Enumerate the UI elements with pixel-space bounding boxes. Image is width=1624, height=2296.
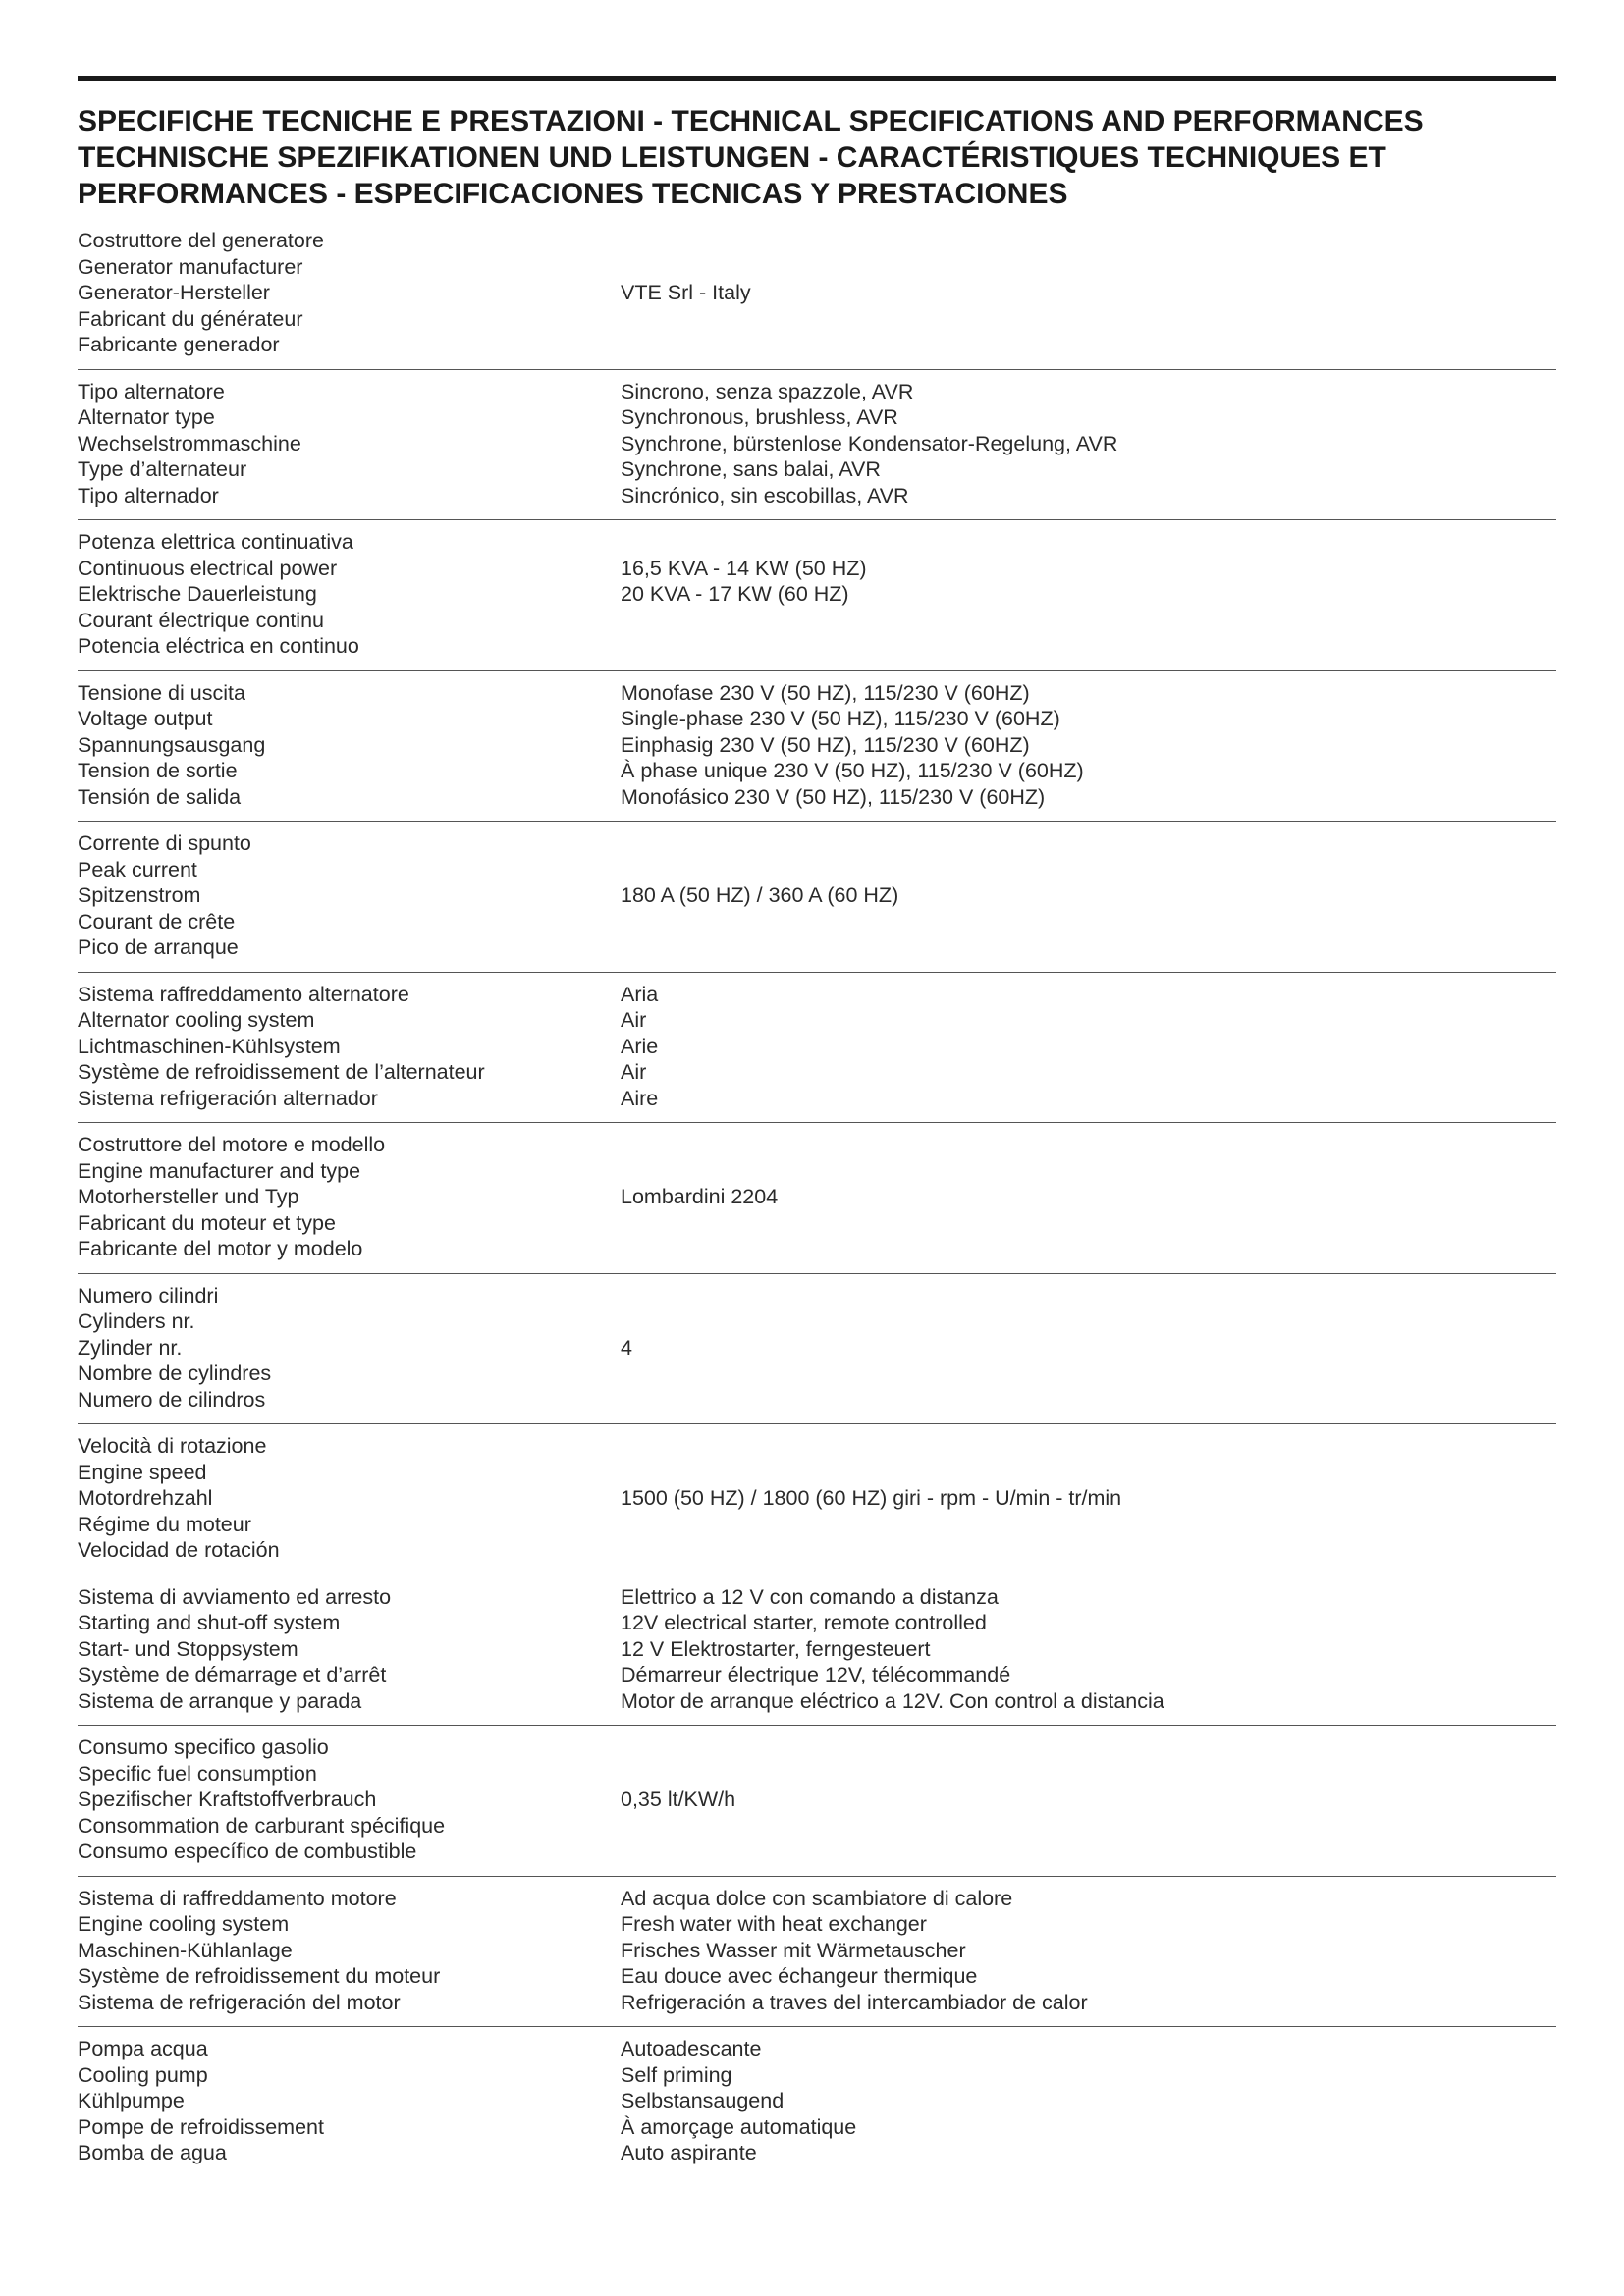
title-line-2: TECHNISCHE SPEZIFIKATIONEN UND LEISTUNGEN - CARACTÉRISTIQUES TECHNIQUES ET [78, 141, 1386, 174]
spec-section-continuous-power [78, 520, 1556, 671]
spec-label: Système de refroidissement de l’alternateur [78, 1060, 485, 1084]
spec-label: Sistema raffreddamento alternatore [78, 982, 409, 1006]
spec-label: Numero cilindri [78, 1283, 219, 1308]
spec-values [621, 529, 1556, 660]
spec-value: Single-phase 230 V (50 HZ), 115/230 V (60HZ) [621, 707, 1060, 730]
spec-label: Potencia eléctrica en continuo [78, 634, 359, 658]
spec-label: Velocità di rotazione [78, 1434, 267, 1458]
spec-label: Consumo específico de combustible [78, 1840, 417, 1863]
spec-label: Consumo specifico gasolio [78, 1735, 329, 1759]
spec-label: Cooling pump [78, 2062, 208, 2087]
spec-values [621, 1433, 1556, 1564]
spec-label: Consommation de carburant spécifique [78, 1813, 446, 1838]
spec-label: Tension de sortie [78, 759, 238, 782]
spec-value: Synchrone, bürstenlose Kondensator-Regelung, AVR [621, 431, 1118, 455]
spec-section-engine-manufacturer [78, 1123, 1556, 1274]
spec-table [78, 228, 1556, 2177]
spec-value: Démarreur électrique 12V, télécommandé [621, 1663, 1011, 1686]
spec-label: Pompa acqua [78, 2037, 208, 2060]
spec-section-fuel-consumption [78, 1726, 1556, 1877]
spec-label: Corrente di spunto [78, 831, 251, 855]
spec-value: 12V electrical starter, remote controlled [621, 1611, 987, 1634]
spec-value: Aire [621, 1086, 659, 1110]
spec-label: Elektrische Dauerleistung [78, 582, 317, 606]
spec-label: Peak current [78, 857, 197, 881]
spec-label: Engine cooling system [78, 1912, 290, 1936]
spec-label: Spitzenstrom [78, 883, 201, 907]
spec-labels [78, 982, 621, 1112]
spec-label: Sistema de arranque y parada [78, 1688, 362, 1713]
spec-label: Tipo alternatore [78, 379, 225, 403]
spec-values [621, 982, 1556, 1112]
spec-section-alternator-cooling [78, 973, 1556, 1124]
spec-label: Sistema refrigeración alternador [78, 1086, 378, 1110]
spec-values [621, 680, 1556, 811]
spec-label: Velocidad de rotación [78, 1538, 280, 1562]
spec-label: Start- und Stoppsystem [78, 1636, 298, 1661]
spacer [621, 529, 1556, 556]
spec-value: Fresh water with heat exchanger [621, 1912, 927, 1936]
spec-value: Arie [621, 1034, 659, 1058]
spec-values [621, 1283, 1556, 1414]
spec-values [621, 1132, 1556, 1262]
spec-value: Refrigeración a traves del intercambiador de calor [621, 1990, 1088, 2014]
spec-value: Eau douce avec échangeur thermique [621, 1964, 978, 1988]
spec-label: Alternator cooling system [78, 1008, 315, 1032]
spec-labels [78, 830, 621, 961]
spec-label: Potenza elettrica continuativa [78, 530, 353, 554]
spec-label: Motordrehzahl [78, 1486, 213, 1510]
spec-value: Air [621, 1060, 647, 1084]
spec-value: Elettrico a 12 V con comando a distanza [621, 1584, 999, 1609]
spec-labels [78, 228, 621, 358]
spec-value: Auto aspirante [621, 2141, 757, 2164]
spec-section-engine-cooling [78, 1877, 1556, 2028]
spec-label: Kühlpumpe [78, 2089, 185, 2112]
spec-labels [78, 680, 621, 811]
spec-label: Numero de cilindros [78, 1387, 266, 1412]
spec-label: Engine manufacturer and type [78, 1158, 361, 1183]
spec-label: Régime du moteur [78, 1512, 251, 1536]
spec-labels [78, 1886, 621, 2016]
spec-labels [78, 1283, 621, 1414]
spec-value: Lombardini 2204 [621, 1185, 779, 1208]
spec-label: Fabricante generador [78, 333, 280, 356]
spec-label: Cylinders nr. [78, 1309, 195, 1333]
spec-values [621, 830, 1556, 961]
spec-label: Zylinder nr. [78, 1335, 183, 1360]
spec-labels [78, 1735, 621, 1865]
spec-label: Bomba de agua [78, 2141, 227, 2164]
spec-label: Maschinen-Kühlanlage [78, 1938, 293, 1962]
spec-value: 20 KVA - 17 KW (60 HZ) [621, 582, 849, 606]
spec-value: Selbstansaugend [621, 2089, 785, 2112]
spec-value: Synchrone, sans balai, AVR [621, 457, 881, 481]
spec-value: Sincrónico, sin escobillas, AVR [621, 483, 909, 507]
spec-values [621, 2036, 1556, 2166]
spec-label: Pompe de refroidissement [78, 2114, 324, 2139]
spec-label: Pico de arranque [78, 935, 239, 959]
spec-label: Système de refroidissement du moteur [78, 1964, 441, 1988]
spec-value: Ad acqua dolce con scambiatore di calore [621, 1886, 1013, 1910]
spec-values [621, 228, 1556, 358]
spec-section-voltage-output [78, 671, 1556, 823]
spec-values [621, 1735, 1556, 1865]
spec-labels [78, 1584, 621, 1715]
spec-label: Costruttore del motore e modello [78, 1133, 386, 1156]
spec-label: Generator manufacturer [78, 254, 303, 279]
spec-labels [78, 379, 621, 509]
spec-labels [78, 1132, 621, 1262]
spec-labels [78, 2036, 621, 2166]
spec-label: Courant de crête [78, 909, 236, 934]
spec-value: 16,5 KVA - 14 KW (50 HZ) [621, 556, 867, 580]
spec-label: Nombre de cylindres [78, 1362, 272, 1385]
spec-value: Motor de arranque eléctrico a 12V. Con control a distancia [621, 1688, 1164, 1713]
spec-value: 1500 (50 HZ) / 1800 (60 HZ) giri - rpm - U/min - tr/min [621, 1486, 1122, 1510]
spec-value: VTE Srl - Italy [621, 281, 751, 304]
spec-label: Specific fuel consumption [78, 1761, 317, 1786]
spec-value: Air [621, 1008, 647, 1032]
spec-label: Spezifischer Kraftstoffverbrauch [78, 1788, 377, 1811]
spec-label: Fabricante del motor y modelo [78, 1237, 363, 1260]
spec-section-generator-manufacturer [78, 228, 1556, 370]
spec-label: Spannungsausgang [78, 732, 266, 757]
title-line-3: PERFORMANCES - ESPECIFICACIONES TECNICAS Y PRESTACIONES [78, 178, 1068, 210]
spec-label: Motorhersteller und Typ [78, 1185, 299, 1208]
spec-label: Starting and shut-off system [78, 1611, 341, 1634]
spec-section-peak-current [78, 822, 1556, 973]
spec-label: Sistema di raffreddamento motore [78, 1886, 397, 1910]
spec-values [621, 1584, 1556, 1715]
spec-label: Sistema de refrigeración del motor [78, 1990, 401, 2014]
spec-value: À amorçage automatique [621, 2114, 857, 2139]
spec-label: Voltage output [78, 707, 213, 730]
spec-value: Frisches Wasser mit Wärmetauscher [621, 1938, 966, 1962]
spec-label: Alternator type [78, 405, 215, 429]
spec-label: Tipo alternador [78, 483, 219, 507]
spec-page [78, 76, 1556, 2177]
spec-label: Type d’alternateur [78, 457, 247, 481]
spec-labels [78, 529, 621, 660]
top-rule [78, 76, 1556, 81]
spec-value: Monofásico 230 V (50 HZ), 115/230 V (60HZ) [621, 784, 1046, 809]
spec-value: 0,35 lt/KW/h [621, 1788, 736, 1811]
spec-label: Fabricant du moteur et type [78, 1210, 336, 1235]
spec-label: Fabricant du générateur [78, 306, 303, 331]
spec-label: Generator-Hersteller [78, 281, 270, 304]
spec-value: 12 V Elektrostarter, ferngesteuert [621, 1636, 931, 1661]
spec-value: Sincrono, senza spazzole, AVR [621, 379, 914, 403]
spec-value: Aria [621, 982, 659, 1006]
spec-label: Continuous electrical power [78, 556, 338, 580]
spec-section-cooling-pump [78, 2027, 1556, 2177]
spec-section-starting-system [78, 1575, 1556, 1727]
spec-value: Synchronous, brushless, AVR [621, 405, 898, 429]
title-line-1: SPECIFICHE TECNICHE E PRESTAZIONI - TECHNICAL SPECIFICATIONS AND PERFORMANCES [78, 105, 1424, 137]
spec-section-engine-speed [78, 1424, 1556, 1575]
spec-section-cylinders [78, 1274, 1556, 1425]
spec-value: Monofase 230 V (50 HZ), 115/230 V (60HZ) [621, 680, 1030, 705]
spec-value: Einphasig 230 V (50 HZ), 115/230 V (60HZ) [621, 732, 1030, 757]
spec-section-alternator-type [78, 370, 1556, 521]
spec-label: Lichtmaschinen-Kühlsystem [78, 1034, 341, 1058]
spec-labels [78, 1433, 621, 1564]
spec-value: Self priming [621, 2062, 732, 2087]
spec-value: Autoadescante [621, 2037, 762, 2060]
spec-label: Wechselstrommaschine [78, 431, 301, 455]
spec-label: Sistema di avviamento ed arresto [78, 1584, 392, 1609]
page-title [78, 103, 1556, 212]
spec-values [621, 379, 1556, 509]
spec-label: Courant électrique continu [78, 608, 324, 632]
spec-label: Système de démarrage et d’arrêt [78, 1663, 387, 1686]
spec-label: Costruttore del generatore [78, 229, 324, 252]
spec-value: 4 [621, 1335, 632, 1360]
spec-label: Tensione di uscita [78, 680, 245, 705]
spec-label: Engine speed [78, 1460, 207, 1484]
spec-values [621, 1886, 1556, 2016]
spec-value: À phase unique 230 V (50 HZ), 115/230 V (60HZ) [621, 759, 1084, 782]
spec-label: Tensión de salida [78, 784, 242, 809]
spec-value: 180 A (50 HZ) / 360 A (60 HZ) [621, 883, 899, 907]
